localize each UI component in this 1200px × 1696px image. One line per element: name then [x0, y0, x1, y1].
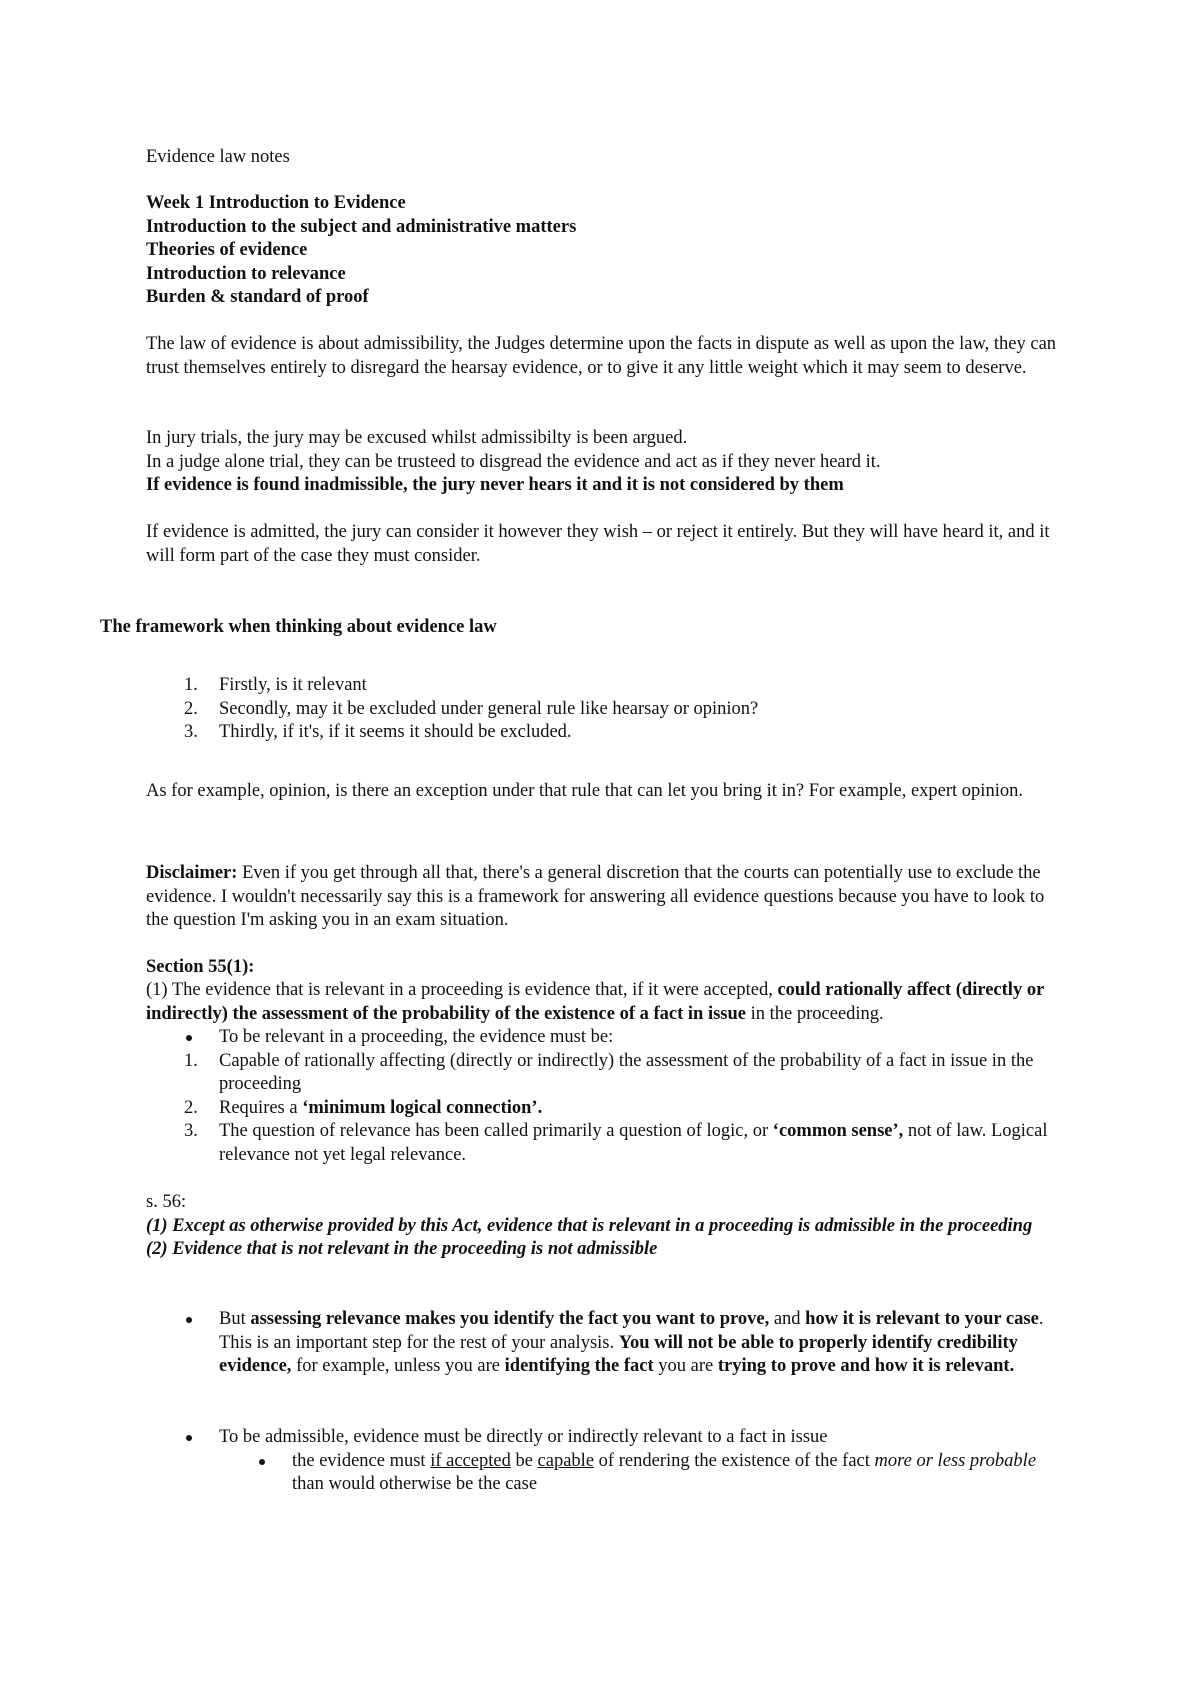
list-item: But assessing relevance makes you identify the fact you want to prove, and how it is relevant to your case. This is an important step for the rest of your analysis. You will not be able to properly identify credibility evidence, for example, unless you are identifying the fact you are trying to prove and how it is relevant.: [146, 1308, 1066, 1379]
framework-item: 1. Firstly, is it relevant: [184, 675, 367, 695]
week-heading: Introduction to relevance: [146, 263, 346, 284]
framework-heading: The framework when thinking about evidence law: [100, 617, 497, 637]
opinion-paragraph: As for example, opinion, is there an exception under that rule that can let you bring it in? For example, expert opinion.: [146, 781, 1023, 801]
list-item: 1. Capable of rationally affecting (directly or indirectly) the assessment of the probability of a fact in issue in the proceeding: [184, 1050, 1034, 1095]
framework-item: 3. Thirdly, if it's, if it seems it should be excluded.: [184, 722, 572, 743]
section-56-label: s. 56:: [146, 1192, 187, 1212]
framework-list: [146, 674, 1066, 745]
section-56-line: (2) Evidence that is not relevant in the proceeding is not admissible: [146, 1239, 658, 1260]
jury-line: In a judge alone trial, they can be trusteed to disgread the evidence and act as if they never heard it.: [146, 451, 881, 472]
jury-paragraph: [146, 427, 1066, 498]
section-56: [146, 1191, 1066, 1262]
bullet-icon: [186, 1317, 192, 1323]
relevance-list: [146, 1308, 1066, 1379]
list-item: 2. Requires a ‘minimum logical connection’.: [184, 1097, 543, 1118]
framework-item: 2. Secondly, may it be excluded under general rule like hearsay or opinion?: [184, 698, 759, 719]
bullet-icon: [186, 1435, 192, 1441]
disclaimer-text: Even if you get through all that, there's a general discretion that the courts can potentially use to exclude the evidence. I wouldn't necessarily say this is a framework for answering all evidence questions because you have to look to the question I'm asking you in an exam situation.: [146, 863, 1045, 931]
jury-bold-line: If evidence is found inadmissible, the jury never hears it and it is not considered by them: [146, 475, 844, 496]
admitted-paragraph: If evidence is admitted, the jury can consider it however they wish – or reject it entirely. But they will have heard it, and it will form part of the case they must consider.: [146, 522, 1050, 566]
week-heading: Week 1 Introduction to Evidence: [146, 193, 406, 213]
list-item: To be relevant in a proceeding, the evidence must be:: [146, 1026, 1066, 1050]
admissible-list: [146, 1426, 1066, 1497]
bullet-icon: [259, 1459, 265, 1465]
week-heading: Introduction to the subject and administrative matters: [146, 216, 577, 237]
disclaimer-label: Disclaimer:: [146, 863, 238, 883]
disclaimer-paragraph: [146, 862, 1066, 933]
admissibility-paragraph: The law of evidence is about admissibility, the Judges determine upon the facts in dispute as well as upon the law, they can trust themselves entirely to disregard the hearsay evidence, or to give it any little weight which it may seem to deserve.: [146, 334, 1057, 378]
week-heading: Theories of evidence: [146, 240, 308, 261]
week-heading: Burden & standard of proof: [146, 287, 369, 308]
bullet-icon: [186, 1035, 192, 1041]
week-headings: [146, 192, 1066, 310]
jury-line: In jury trials, the jury may be excused whilst admissibilty is been argued.: [146, 428, 688, 448]
list-item: To be admissible, evidence must be directly or indirectly relevant to a fact in issue: [146, 1426, 1066, 1450]
section-55-text: (1) The evidence that is relevant in a proceeding is evidence that, if it were accepted, could rationally affect (directly or indirectly) the assessment of the probability of the existence of a fact in issue in the proceeding.: [146, 980, 1044, 1024]
sub-list-item: the evidence must if accepted be capable of rendering the existence of the fact more or less probable than would otherwise be the case: [146, 1450, 1066, 1497]
list-item: 3. The question of relevance has been called primarily a question of logic, or ‘common sense’, not of law. Logical relevance not yet legal relevance.: [184, 1121, 1048, 1165]
section-55-heading: Section 55(1):: [146, 957, 255, 977]
document-title: Evidence law notes: [146, 147, 290, 167]
section-56-line: (1) Except as otherwise provided by this Act, evidence that is relevant in a proceeding is admissible in the proceeding: [146, 1215, 1033, 1236]
section-55-list: [146, 1026, 1066, 1168]
